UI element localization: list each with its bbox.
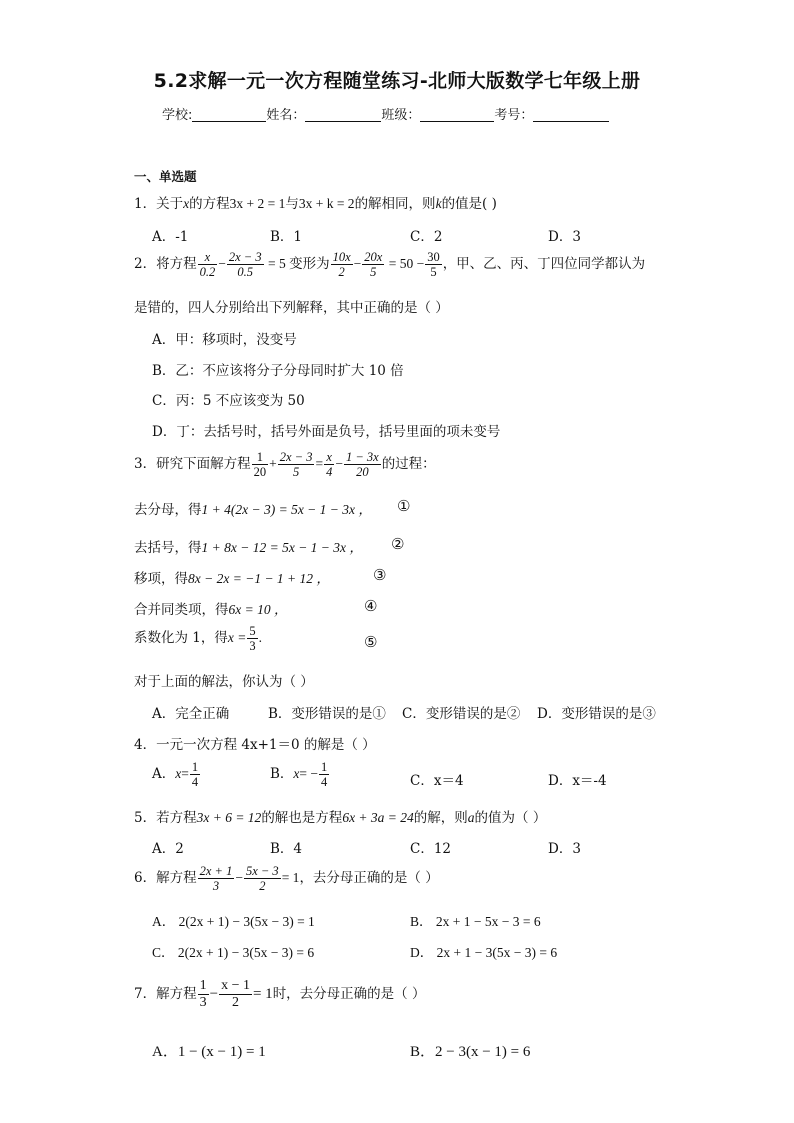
q3-step-3 — [134, 567, 330, 587]
q2-option-a[interactable]: A．甲：移项时，没变号 — [152, 332, 297, 348]
q1-var-k: k — [435, 196, 442, 211]
q5-text-a: 5．若方程 — [134, 810, 197, 826]
question-6: 6．解方程 $\frac{2x + 1}{3}$ − $\frac{5x - 3}{2}$ = 1，去分母正确的是（ ） — [134, 864, 439, 893]
q3-step-4-label: 合并同类项，得 — [134, 602, 229, 618]
school-label: 学校: — [162, 108, 193, 123]
q6-frac-2: $\frac{5x - 3}{2}$ — [245, 864, 279, 893]
q2-text-b: 变形为 — [289, 256, 330, 272]
q1-option-a[interactable]: A．-1 — [152, 229, 189, 245]
q3-step-1-label: 去分母，得 — [134, 502, 202, 518]
q4-option-d[interactable]: D．x＝-4 — [548, 773, 607, 789]
q3-question: 对于上面的解法，你认为（ ） — [134, 674, 314, 690]
page-title: 5.2求解一元一次方程随堂练习-北师大版数学七年级上册 — [153, 70, 641, 92]
q3-frac-2: $\frac{2x - 3}{5}$ — [279, 450, 313, 479]
q3-option-a[interactable]: A．完全正确 — [152, 706, 230, 722]
q2-frac-2: $\frac{2x - 3}{0.5}$ — [228, 250, 262, 279]
q1-eq1: 3x + 2 = 1 — [229, 196, 286, 211]
q4-option-a[interactable]: A．x= $\frac{1}{4}$ — [152, 760, 199, 789]
q2-frac-3: $\frac{10x}{2}$ — [332, 250, 351, 279]
q1-text-e: 的值是( ) — [441, 196, 497, 212]
q3-step-1-eq: 1 + 4(2x − 3) = 5x − 1 − 3x ， — [201, 502, 372, 517]
school-blank — [192, 108, 266, 122]
q5-option-d[interactable]: D．3 — [548, 841, 581, 857]
q5-text-b: 的解也是方程 — [261, 810, 343, 826]
q2-frac-4: $\frac{20x}{5}$ — [364, 250, 383, 279]
q5-option-a[interactable]: A．2 — [152, 841, 184, 857]
q3-step-5-mark: ⑤ — [364, 633, 378, 651]
q4-option-b-label: B． — [270, 766, 294, 782]
q7-option-b[interactable]: B．2 − 3(x − 1) = 6 — [410, 1044, 531, 1060]
q3-step-3-label: 移项，得 — [134, 571, 188, 587]
q1-text-c: 与 — [285, 196, 299, 212]
q7-option-a[interactable]: A．1 − (x − 1) = 1 — [152, 1044, 266, 1060]
q6-text-b: ，去分母正确的是（ ） — [299, 870, 439, 886]
q2-frac-1: $\frac{x}{0.2}$ — [199, 250, 216, 279]
q3-step-1 — [134, 498, 372, 518]
q7-text-a: 7．解方程 — [134, 986, 197, 1002]
name-label: 姓名： — [266, 108, 306, 123]
q3-step-4 — [134, 598, 287, 618]
q1-text-b: 的方程 — [189, 196, 230, 212]
q1-option-b[interactable]: B．1 — [270, 229, 303, 245]
q3-option-c[interactable]: C．变形错误的是② — [402, 706, 521, 722]
q1-eq2: 3x + k = 2 — [298, 196, 355, 211]
q4-option-b[interactable]: B．x= − $\frac{1}{4}$ — [270, 760, 328, 789]
q3-step-2-eq: 1 + 8x − 12 = 5x − 1 − 3x ， — [201, 540, 363, 555]
q3-option-d[interactable]: D．变形错误的是③ — [537, 706, 656, 722]
q3-step-3-mark: ③ — [373, 566, 387, 584]
q3-frac-4: $\frac{1 - 3x}{20}$ — [345, 450, 379, 479]
q6-option-a[interactable]: A． 2(2x + 1) − 3(5x − 3) = 1 — [152, 914, 315, 929]
question-5 — [134, 806, 546, 826]
q3-step-5-label: 系数化为 1，得 — [134, 630, 228, 646]
q3-text-a: 3．研究下面解方程 — [134, 456, 251, 472]
q3-text-b: 的过程： — [381, 456, 436, 472]
q5-option-c[interactable]: C．12 — [410, 841, 452, 857]
q6-option-c[interactable]: C． 2(2x + 1) − 3(5x − 3) = 6 — [152, 945, 315, 960]
q4-option-a-label: A． — [152, 766, 176, 782]
q2-text-c: ，甲、乙、丙、丁四位同学都认为 — [442, 256, 646, 272]
question-7: 7．解方程 $\frac{1}{3}$ − $\frac{x - 1}{2}$ = 1时，去分母正确的是（ ） — [134, 978, 426, 1010]
q3-frac-3: $\frac{x}{4}$ — [326, 450, 333, 479]
q7-text-b: 时，去分母正确的是（ ） — [272, 986, 426, 1002]
q3-step-2-label: 去括号，得 — [134, 540, 202, 556]
section-heading: 一、单选题 — [134, 169, 197, 184]
q6-option-d[interactable]: D． 2x + 1 − 3(5x − 3) = 6 — [410, 945, 558, 960]
q1-option-c[interactable]: C．2 — [410, 229, 443, 245]
class-blank — [420, 108, 494, 122]
q3-step-3-eq: 8x − 2x = −1 − 1 + 12 ， — [188, 571, 330, 586]
q5-eq2: 6x + 3a = 24 — [342, 810, 414, 825]
q1-option-d[interactable]: D．3 — [548, 229, 581, 245]
q3-frac-1: $\frac{1}{20}$ — [253, 450, 267, 479]
q5-text-c: 的解，则 — [413, 810, 468, 826]
question-3: 3．研究下面解方程 $\frac{1}{20}$ + $\frac{2x - 3}{5}$ = $\frac{x}{4}$ − $\frac{1 - 3x}{20}$ 的过程： — [134, 450, 436, 479]
q4-option-c[interactable]: C．x＝4 — [410, 773, 464, 789]
exam-no-label: 考号： — [494, 108, 534, 123]
class-label: 班级： — [381, 108, 421, 123]
q3-step-4-eq: 6x = 10 ， — [228, 602, 288, 617]
q1-text-a: 1．关于 — [134, 196, 184, 212]
q5-var-a: a — [467, 810, 475, 825]
q6-option-b[interactable]: B． 2x + 1 − 5x − 3 = 6 — [410, 914, 541, 929]
exam-no-blank — [533, 108, 609, 122]
question-2: 2．将方程 $\frac{x}{0.2}$ − $\frac{2x - 3}{0.5}$ = 5 变形为 $\frac{10x}{2}$ − $\frac{20x}{5}$ = 50 − $\frac{30}{5}$ ，甲、乙、丙、丁四位同学都认为 — [134, 250, 646, 279]
q3-step-5-frac: $\frac{5}{3}$ — [249, 624, 256, 653]
q3-step-2 — [134, 536, 363, 556]
q2-line-2: 是错的，四人分别给出下列解释，其中正确的是（ ） — [134, 300, 449, 316]
q5-text-d: 的值为（ ） — [474, 810, 547, 826]
q4-option-b-frac: $\frac{1}{4}$ — [321, 760, 328, 789]
q2-option-d[interactable]: D．丁：去括号时，括号外面是负号，括号里面的项未变号 — [152, 424, 501, 440]
q5-eq1: 3x + 6 = 12 — [196, 810, 262, 825]
q3-step-5: 系数化为 1，得x = $\frac{5}{3}$ . — [134, 624, 262, 653]
q3-step-2-mark: ② — [391, 535, 405, 553]
q3-step-4-mark: ④ — [364, 597, 378, 615]
q3-option-b[interactable]: B．变形错误的是① — [268, 706, 386, 722]
question-1 — [134, 192, 497, 212]
q6-text-a: 6．解方程 — [134, 870, 197, 886]
q2-option-c[interactable]: C．丙：5 不应该变为 50 — [152, 393, 305, 409]
q2-frac-5: $\frac{30}{5}$ — [427, 250, 440, 279]
q7-frac-2: $\frac{x - 1}{2}$ — [221, 978, 250, 1010]
q6-frac-1: $\frac{2x + 1}{3}$ — [199, 864, 233, 893]
name-blank — [305, 108, 381, 122]
q2-option-b[interactable]: B．乙：不应该将分子分母同时扩大 10 倍 — [152, 363, 404, 379]
q3-step-5-eq: x = — [227, 630, 247, 645]
q4-option-a-frac: $\frac{1}{4}$ — [191, 760, 199, 789]
question-4: 4．一元一次方程 4x+1＝0 的解是（ ） — [134, 737, 376, 753]
q1-var-x: x — [183, 196, 190, 211]
q7-frac-1: $\frac{1}{3}$ — [199, 978, 207, 1010]
q5-option-b[interactable]: B．4 — [270, 841, 303, 857]
q2-text-a: 2．将方程 — [134, 256, 197, 272]
header-fields — [162, 104, 609, 123]
q3-step-1-mark: ① — [397, 497, 411, 515]
q1-text-d: 的解相同，则 — [354, 196, 436, 212]
